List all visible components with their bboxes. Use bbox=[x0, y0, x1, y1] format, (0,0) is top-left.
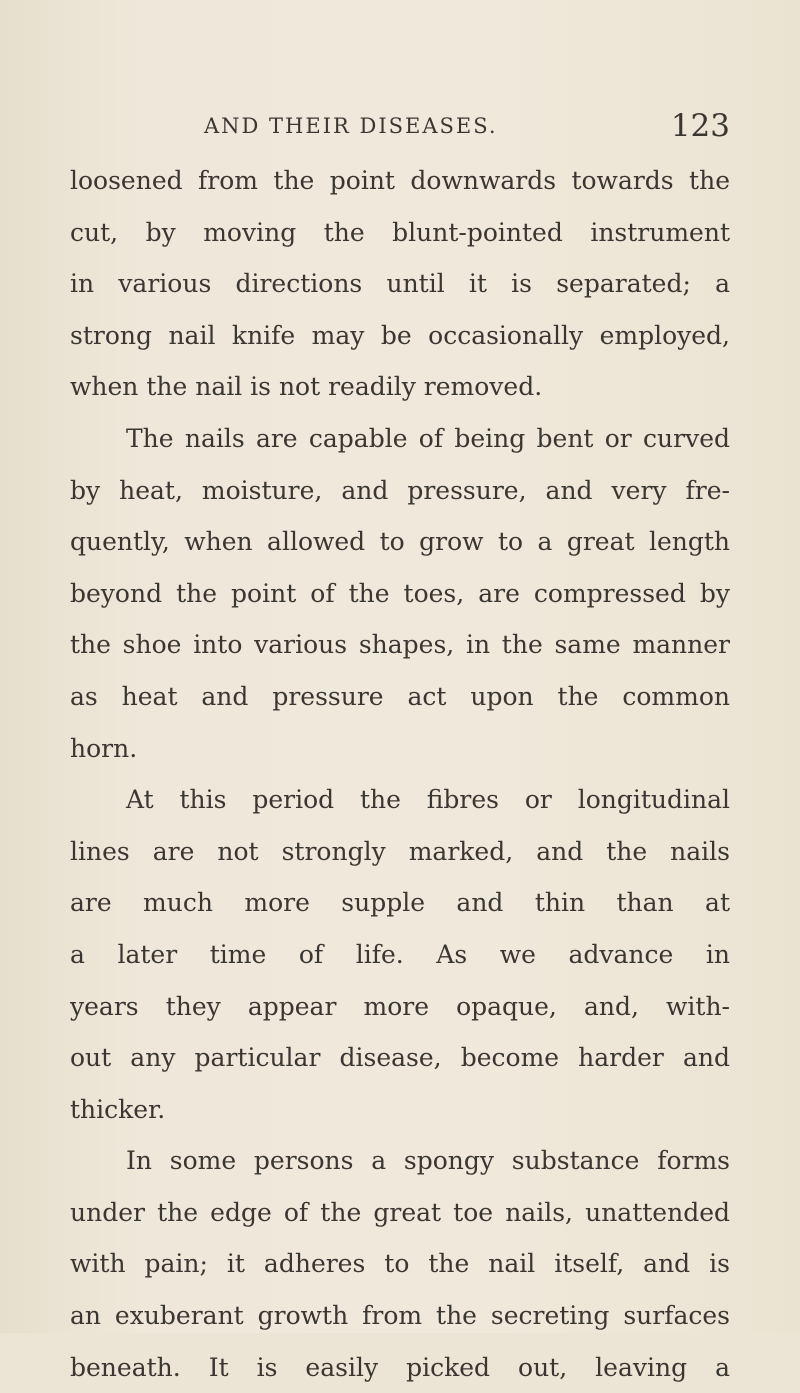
text-line: strong nail knife may be occasionally employed, bbox=[70, 320, 730, 350]
text-line: a later time of life. As we advance in bbox=[70, 939, 730, 969]
text-line: The nails are capable of being bent or curved bbox=[126, 423, 730, 453]
text-line: loosened from the point downwards towards the bbox=[70, 166, 730, 195]
text-line: beyond the point of the toes, are compressed by bbox=[70, 578, 730, 608]
text-line: In some persons a spongy substance forms bbox=[126, 1146, 730, 1176]
text-line: cut, by moving the blunt-pointed instrument bbox=[70, 217, 730, 247]
text-line: At this period the fibres or longitudinal bbox=[126, 785, 730, 815]
running-title: AND THEIR DISEASES. bbox=[204, 114, 498, 138]
text-line: with pain; it adheres to the nail itself, and is bbox=[70, 1249, 730, 1279]
text-line: under the edge of the great toe nails, unattended bbox=[70, 1197, 730, 1227]
text-line: lines are not strongly marked, and the nails bbox=[70, 836, 730, 866]
text-line: out any particular disease, become harder and bbox=[70, 1043, 730, 1073]
text-line: are much more supple and thin than at bbox=[70, 888, 730, 918]
text-line: horn. bbox=[70, 733, 138, 763]
page-number: 123 bbox=[670, 108, 730, 144]
text-line: thicker. bbox=[70, 1094, 166, 1124]
text-line: years they appear more opaque, and, with- bbox=[70, 991, 730, 1021]
text-line: beneath. It is easily picked out, leaving a bbox=[70, 1352, 730, 1382]
page-header bbox=[70, 106, 730, 146]
body-text bbox=[70, 155, 730, 1393]
text-line: quently, when allowed to grow to a great length bbox=[70, 527, 730, 557]
text-line: the shoe into various shapes, in the same manner bbox=[70, 630, 730, 660]
text-line: by heat, moisture, and pressure, and very fre- bbox=[70, 475, 730, 505]
text-line: an exuberant growth from the secreting surfaces bbox=[70, 1301, 730, 1331]
text-line: when the nail is not readily removed. bbox=[70, 372, 543, 402]
text-line: as heat and pressure act upon the common bbox=[70, 681, 730, 711]
text-line: in various directions until it is separated; a bbox=[70, 269, 730, 299]
